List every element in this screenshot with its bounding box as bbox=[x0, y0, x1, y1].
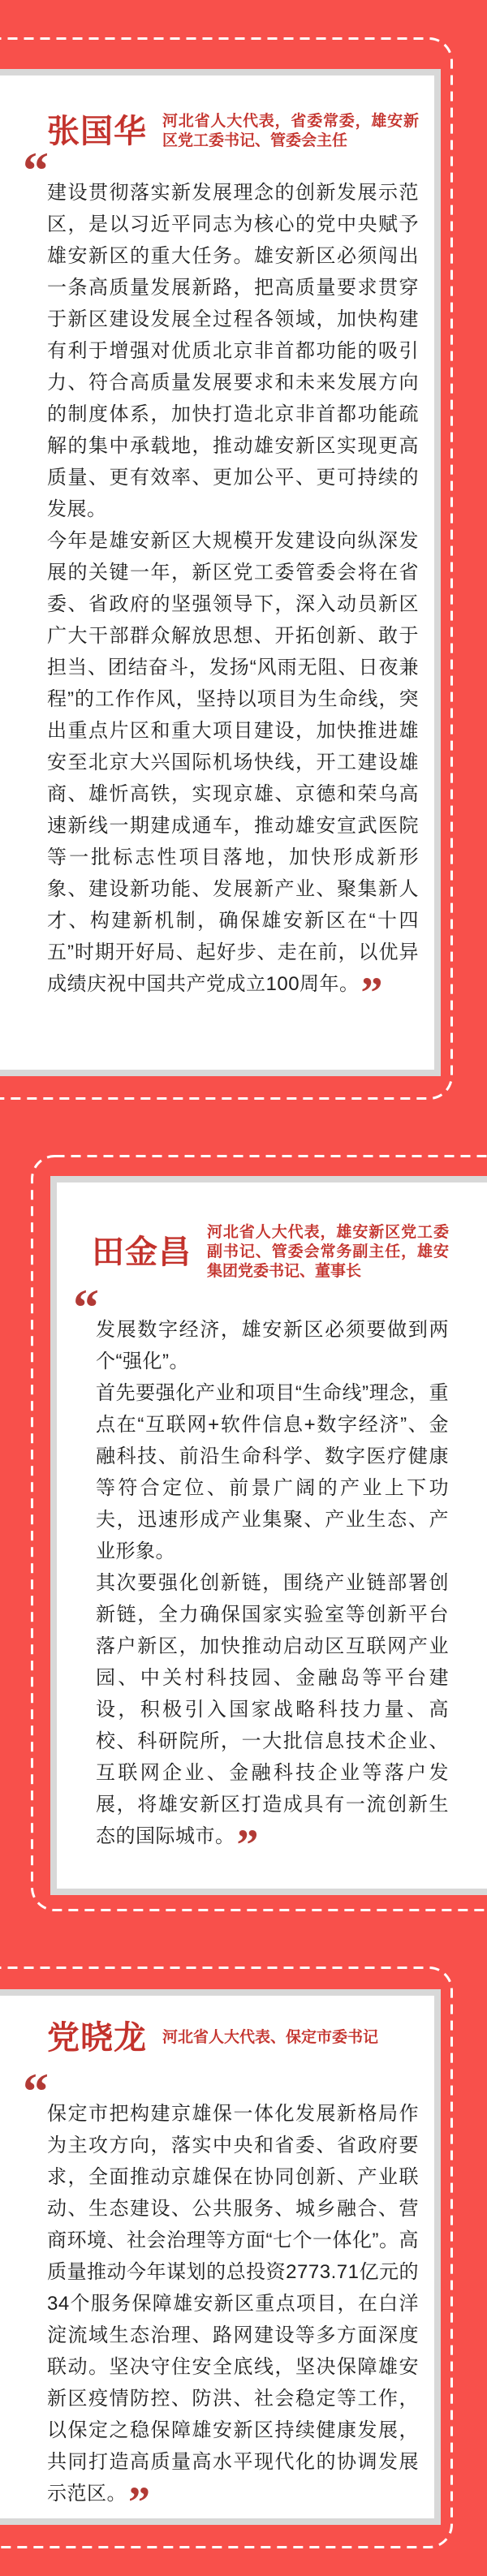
quote-body: “ 保定市把构建京雄保一体化发展新格局作为主攻方向，落实中央和省委、省政府要求，全面推动京雄保在协同创新、产业联动、生态建设、公共服务、城乡融合、营商环境、社会治理等方面“七个一体化”。高质量推动今年谋划的总投资2773.71亿元的34个服务保障雄安新区重点项目，在白洋淀流域生态治理、路网建设等多方面深度联动。坚决守住安全底线，坚决保障雄安新区疫情防控、防洪、社会稳定等工作，以保定之稳保障雄安新区持续健康发展，共同打造高质量高水平现代化的协调发展示范区。 ” bbox=[23, 2062, 419, 2525]
quote-paragraph: 首先要强化产业和项目“生命线”理念，重点在“互联网+软件信息+数字经济”、金融科技、前沿生命科学、数字医疗健康等符合定位、前景广阔的产业上下功夫，迅速形成产业集聚、产业生态、产业形象。 bbox=[96, 1382, 449, 1562]
person-title: 河北省人大代表、保定市委书记 bbox=[162, 2029, 379, 2046]
quote-paragraph: 发展数字经济，雄安新区必须要做到两个“强化”。 bbox=[96, 1319, 449, 1372]
person-title: 河北省人大代表，省委常委，雄安新区党工委书记、管委会主任 bbox=[162, 113, 419, 149]
quote-card-tian-jinchang bbox=[50, 1176, 487, 1895]
close-quote-icon: ” bbox=[128, 2477, 150, 2525]
quote-paragraph: 建设贯彻落实新发展理念的创新发展示范区，是以习近平同志为核心的党中央赋予雄安新区的重大任务。雄安新区必须闯出一条高质量发展新路，把高质量要求贯穿于新区建设发展全过程各领域，加快构建有利于增强对优质北京非首都功能的吸引力、符合高质量发展要求和未来发展方向的制度体系，加快打造北京非首都功能疏解的集中承载地，推动雄安新区实现更高质量、更有效率、更加公平、更可持续的发展。 bbox=[47, 182, 419, 520]
person-name: 田金昌 bbox=[92, 1234, 192, 1270]
quote-card-zhang-guohua bbox=[0, 69, 441, 1076]
quote-paragraph: 保定市把构建京雄保一体化发展新格局作为主攻方向，落实中央和省委、省政府要求，全面推动京雄保在协同创新、产业联动、生态建设、公共服务、城乡融合、营商环境、社会治理等方面“七个一体化”。高质量推动今年谋划的总投资2773.71亿元的34个服务保障雄安新区重点项目，在白洋淀流域生态治理、路网建设等多方面深度联动。坚决守住安全底线，坚决保障雄安新区疫情防控、防洪、社会稳定等工作，以保定之稳保障雄安新区持续健康发展，共同打造高质量高水平现代化的协调发展示范区。 ” bbox=[47, 2103, 419, 2525]
quote-body: “ 建设贯彻落实新发展理念的创新发展示范区，是以习近平同志为核心的党中央赋予雄安新区的重大任务。雄安新区必须闯出一条高质量发展新路，把高质量要求贯穿于新区建设发展全过程各领域，加快构建有利于增强对优质北京非首都功能的吸引力、符合高质量发展要求和未来发展方向的制度体系，加快打造北京非首都功能疏解的集中承载地，推动雄安新区实现更高质量、更有效率、更加公平、更可持续的发展。 今年是雄安新区大规模开发建设向纵深发展的关键一年，新区党工委管委会将在省委、省政府的坚强领导下，深入动员新区广大干部群众解放思想、开拓创新、敢于担当、团结奋斗，发扬“风雨无阻、日夜兼程”的工作作风，坚持以项目为生命线，突出重点片区和重大项目建设，加快推进雄安至北京大兴国际机场快线，开工建设雄商、雄忻高铁，实现京雄、京德和荣乌高速新线一期建成通车，推动雄安宣武医院等一批标志性项目落地，加快形成新形象、建设新功能、发展新产业、聚集新人才、构建新机制，确保雄安新区在“十四五”时期开好局、起好步、走在前，以优异成绩庆祝中国共产党成立100周年。 ” bbox=[23, 141, 419, 1017]
quote-paragraph: 今年是雄安新区大规模开发建设向纵深发展的关键一年，新区党工委管委会将在省委、省政府的坚强领导下，深入动员新区广大干部群众解放思想、开拓创新、敢于担当、团结奋斗，发扬“风雨无阻、日夜兼程”的工作作风，坚持以项目为生命线，突出重点片区和重大项目建设，加快推进雄安至北京大兴国际机场快线，开工建设雄商、雄忻高铁，实现京雄、京德和荣乌高速新线一期建成通车，推动雄安宣武医院等一批标志性项目落地，加快形成新形象、建设新功能、发展新产业、聚集新人才、构建新机制，确保雄安新区在“十四五”时期开好局、起好步、走在前，以优异成绩庆祝中国共产党成立100周年。 ” bbox=[47, 530, 419, 1017]
person-name: 张国华 bbox=[47, 114, 147, 149]
card-header bbox=[47, 2020, 419, 2056]
close-quote-icon: ” bbox=[236, 1820, 259, 1869]
person-title: 河北省人大代表，雄安新区党工委副书记、管委会常务副主任，雄安集团党委书记、董事长 bbox=[207, 1224, 449, 1280]
card-header bbox=[92, 1223, 449, 1282]
quote-body: “ 发展数字经济，雄安新区必须要做到两个“强化”。 首先要强化产业和项目“生命线”理念，重点在“互联网+软件信息+数字经济”、金融科技、前沿生命科学、数字医疗健康等符合定位、前景广阔的产业上下功夫，迅速形成产业集聚、产业生态、产业形象。 其次要强化创新链，围绕产业链部署创新链，全力确保国家实验室等创新平台落户新区，加快推动启动区互联网产业园、中关村科技园、金融岛等平台建设，积极引入国家战略科技力量、高校、科研院所，一大批信息技术企业、互联网企业、金融科技企业等落户发展，将雄安新区打造成具有一流创新生态的国际城市。 ” bbox=[73, 1278, 449, 1869]
person-name: 党晓龙 bbox=[47, 2020, 147, 2056]
close-quote-icon: ” bbox=[360, 967, 383, 1017]
quote-paragraph: 其次要强化创新链，围绕产业链部署创新链，全力确保国家实验室等创新平台落户新区，加快推动启动区互联网产业园、中关村科技园、金融岛等平台建设，积极引入国家战略科技力量、高校、科研院所，一大批信息技术企业、互联网企业、金融科技企业等落户发展，将雄安新区打造成具有一流创新生态的国际城市。 ” bbox=[96, 1572, 449, 1869]
card-header bbox=[47, 112, 419, 151]
quote-card-dang-xiaolong bbox=[0, 1989, 441, 2525]
